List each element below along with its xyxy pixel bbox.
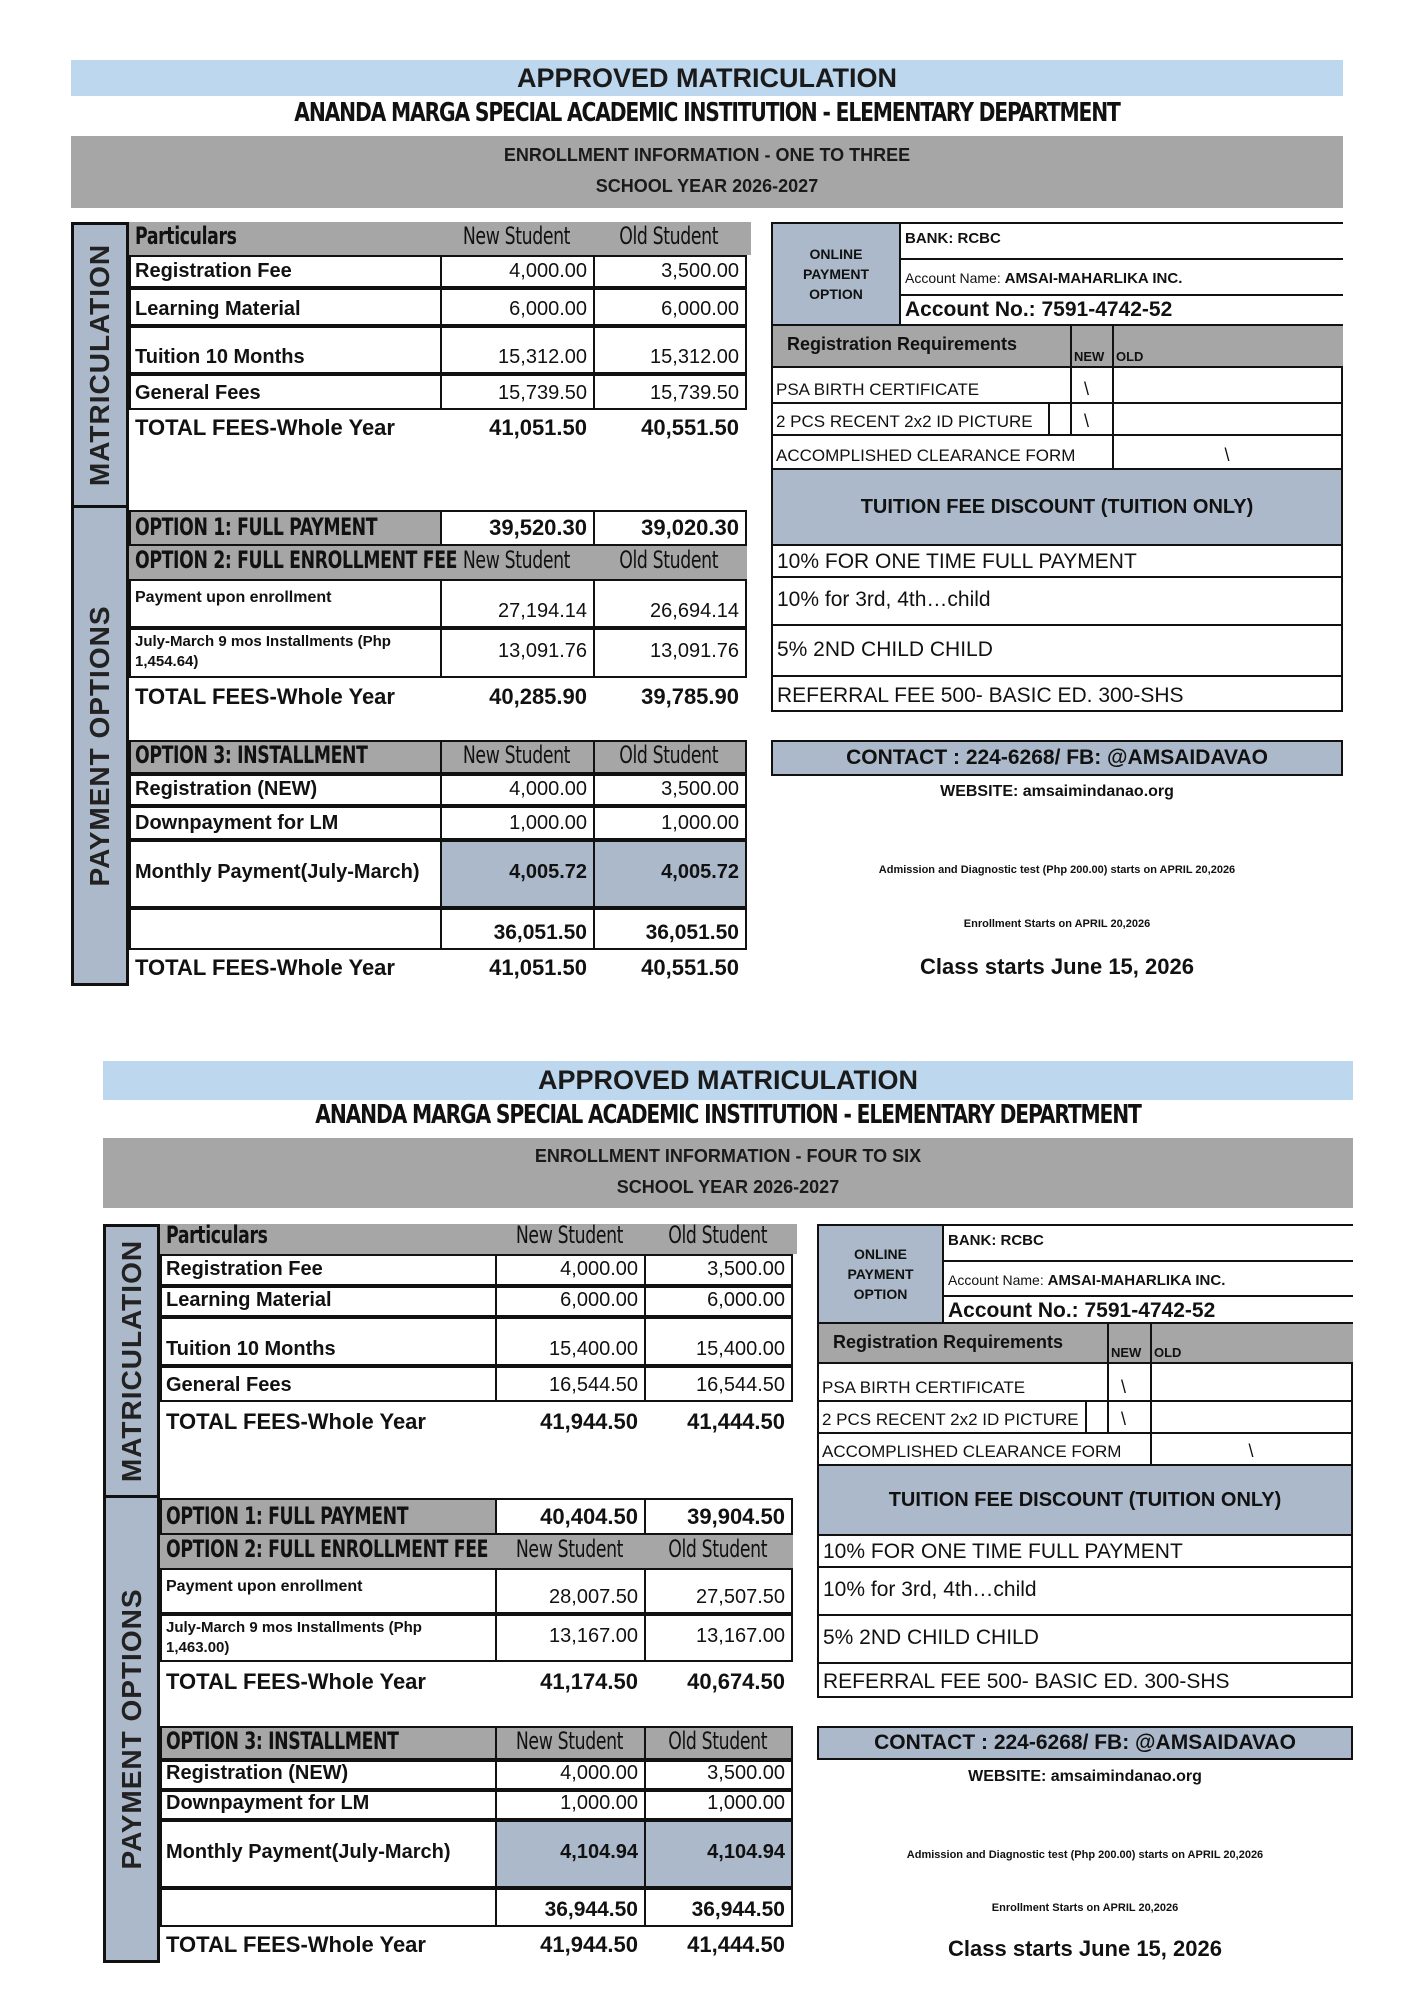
option2-row-label-text: Payment upon enrollment	[166, 1578, 363, 1595]
option1-row-label-text: OPTION 1: FULL PAYMENT	[166, 1502, 409, 1530]
matriculation-total-row-old-text: 40,551.50	[641, 415, 739, 440]
matriculation-header-label-text: Particulars	[166, 1221, 268, 1249]
option3-subtotal-row-new-text: 36,051.50	[493, 921, 587, 944]
option2-total-row-new-value	[495, 1662, 646, 1700]
option2-row-old-text: 13,091.76	[650, 640, 739, 662]
option3-row	[160, 1790, 793, 1820]
matriculation-row-new-text: 4,000.00	[509, 260, 587, 282]
option2-row-old-text: 13,167.00	[696, 1625, 785, 1647]
option2-row-new-value	[495, 1568, 646, 1614]
matriculation-row-old-text: 3,500.00	[661, 260, 739, 282]
matriculation-row-label	[160, 1317, 497, 1366]
option3-total-row-new-text: 41,944.50	[540, 1932, 638, 1957]
requirements-new-header: NEW	[1111, 1345, 1142, 1360]
requirement-new-check: \	[1121, 1409, 1127, 1429]
matriculation-total-row-label-text: TOTAL FEES-Whole Year	[135, 415, 395, 440]
option3-header	[160, 1726, 793, 1760]
requirements-old-header: OLD	[1154, 1345, 1182, 1360]
option2-row-label-text: Payment upon enrollment	[135, 589, 332, 606]
option3-subtotal-row-old-value	[644, 1888, 793, 1927]
requirements-title: Registration Requirements	[787, 334, 1018, 354]
option2-row-new-value	[495, 1614, 646, 1662]
matriculation-row-label	[160, 1366, 497, 1402]
account-name-value: AMSAI-MAHARLIKA INC.	[1004, 270, 1183, 287]
option2-total-row	[160, 1662, 793, 1700]
matriculation-row-old-text: 15,400.00	[696, 1338, 785, 1360]
option2-row-new-text: 13,091.76	[498, 640, 587, 662]
matriculation-row-old-value	[644, 1366, 793, 1402]
matriculation-row-new-text: 4,000.00	[560, 1258, 638, 1280]
matriculation-total-row-new-text: 41,944.50	[540, 1409, 638, 1434]
option3-row-label-text: Registration (NEW)	[135, 778, 318, 800]
matriculation-row-old-text: 3,500.00	[707, 1258, 785, 1280]
divider	[1085, 1402, 1087, 1432]
banner-title: APPROVED MATRICULATION	[71, 60, 1343, 96]
online-payment-label: ONLINE PAYMENT OPTION	[771, 224, 901, 324]
option3-row-label	[160, 1760, 497, 1790]
option2-row-label	[160, 1568, 497, 1614]
requirement-row	[817, 1402, 1353, 1434]
option2-header-old-text: Old Student	[619, 546, 719, 574]
matriculation-header-label-text: Particulars	[135, 222, 237, 250]
option3-subtotal-row	[160, 1888, 793, 1927]
matriculation-row-old-text: 15,739.50	[650, 382, 739, 404]
requirement-new-check: \	[1084, 411, 1090, 431]
discount-title: TUITION FEE DISCOUNT (TUITION ONLY)	[817, 1466, 1353, 1536]
option3-row-label-text: Monthly Payment(July-March)	[135, 861, 420, 883]
option1-row-old-value	[644, 1498, 793, 1535]
option3-row-label-text: Registration (NEW)	[166, 1762, 349, 1784]
website: WEBSITE: amsaimindanao.org	[940, 783, 1174, 800]
divider	[1107, 1324, 1109, 1362]
matriculation-row-new-value	[495, 1366, 646, 1402]
option3-header-label-text: OPTION 3: INSTALLMENT	[166, 1727, 399, 1755]
option2-header	[160, 1535, 793, 1568]
discount-item: 10% FOR ONE TIME FULL PAYMENT	[771, 546, 1343, 578]
payment-options-label-text: PAYMENT OPTIONS	[84, 604, 115, 887]
option3-total-row-label-text: TOTAL FEES-Whole Year	[166, 1932, 426, 1957]
option2-header-new-value	[495, 1535, 646, 1568]
matriculation-header-label	[160, 1221, 497, 1254]
option3-row-label-text: Monthly Payment(July-March)	[166, 1841, 451, 1863]
divider	[1107, 1402, 1109, 1432]
matriculation-header	[160, 1221, 797, 1254]
option1-row-label-text: OPTION 1: FULL PAYMENT	[135, 513, 378, 541]
matriculation-header-old-text: Old Student	[668, 1221, 767, 1249]
option2-row-label-text: July-March 9 mos Installments (Php 1,454.64)	[135, 633, 391, 671]
divider	[1150, 1434, 1152, 1464]
matriculation-header-new-text: New Student	[515, 1221, 624, 1249]
option2-row-new-text: 13,167.00	[549, 1625, 638, 1647]
divider	[1150, 1324, 1152, 1362]
option3-row-old-value	[644, 1790, 793, 1820]
enrollment-note: Enrollment Starts on APRIL 20,2026	[963, 918, 1151, 930]
requirement-new-check: \	[1084, 379, 1090, 399]
option2-row-old-text: 26,694.14	[650, 600, 739, 622]
option3-row-label-text: Downpayment for LM	[166, 1792, 370, 1814]
discount-item: REFERRAL FEE 500- BASIC ED. 300-SHS	[771, 677, 1343, 712]
class-start: Class starts June 15, 2026	[920, 954, 1194, 979]
option1-row-new-text: 40,404.50	[540, 1504, 638, 1529]
matriculation-total-row-old-text: 41,444.50	[687, 1409, 785, 1434]
requirement-label: ACCOMPLISHED CLEARANCE FORM	[776, 446, 1076, 465]
requirement-old-check: \	[1248, 1441, 1254, 1461]
option3-row-old-text: 3,500.00	[707, 1762, 785, 1784]
matriculation-header-old-text: Old Student	[619, 222, 719, 250]
option3-row	[160, 1820, 793, 1888]
option1-row-old-text: 39,020.30	[641, 515, 739, 540]
option3-row-old-text: 4,005.72	[661, 861, 739, 883]
online-payment-label: ONLINE PAYMENT OPTION	[817, 1226, 944, 1322]
matriculation-label-text: MATRICULATION	[84, 243, 115, 487]
requirement-label: PSA BIRTH CERTIFICATE	[822, 1378, 1026, 1397]
option2-total-row-new-text: 41,174.50	[540, 1669, 638, 1694]
option3-row-old-text: 1,000.00	[661, 812, 739, 834]
matriculation-row-old-text: 6,000.00	[661, 298, 739, 320]
option3-subtotal-row-new-value	[495, 1888, 646, 1927]
requirement-label: ACCOMPLISHED CLEARANCE FORM	[822, 1442, 1122, 1461]
matriculation-row-label-text: Tuition 10 Months	[135, 346, 305, 368]
school-year: SCHOOL YEAR 2026-2027	[616, 1177, 840, 1198]
matriculation-row-old-value	[644, 1286, 793, 1317]
option3-header-new-text: New Student	[515, 1727, 624, 1755]
option3-row-old-value	[644, 1820, 793, 1888]
matriculation-total-row-new-value	[495, 1402, 646, 1440]
option3-total-row-old-value	[644, 1927, 793, 1963]
account-name	[948, 1272, 1225, 1289]
matriculation-header-new-text: New Student	[462, 222, 571, 250]
requirements-new-header: NEW	[1074, 349, 1105, 364]
option3-header-old-text: Old Student	[668, 1727, 767, 1755]
payment-options-side-label	[103, 1495, 160, 1963]
enrollment-info: ENROLLMENT INFORMATION - FOUR TO SIX	[534, 1146, 922, 1167]
option3-header-new-text: New Student	[462, 741, 571, 769]
option3-row-old-value	[644, 1760, 793, 1790]
requirements-header	[817, 1322, 1353, 1364]
option2-row-old-text: 27,507.50	[696, 1586, 785, 1608]
matriculation-row-new-value	[495, 1317, 646, 1366]
option2-total-row-label	[160, 1662, 497, 1700]
option3-total-row-old-text: 40,551.50	[641, 955, 739, 980]
bank-name: BANK: RCBC	[905, 230, 1001, 247]
matriculation-row-old-text: 16,544.50	[696, 1374, 785, 1396]
matriculation-row-label-text: Registration Fee	[166, 1258, 323, 1280]
option3-row-new-text: 1,000.00	[560, 1792, 638, 1814]
matriculation-row-old-text: 15,312.00	[650, 346, 739, 368]
discount-item: 5% 2ND CHILD CHILD	[817, 1616, 1353, 1664]
divider	[1150, 1364, 1152, 1400]
requirement-new-check: \	[1121, 1377, 1127, 1397]
matriculation-row-new-value	[495, 1254, 646, 1286]
matriculation-total-row-old-value	[644, 1402, 793, 1440]
matriculation-row-new-text: 6,000.00	[560, 1289, 638, 1311]
option3-total-row	[160, 1927, 793, 1963]
option2-row-new-text: 27,194.14	[498, 600, 587, 622]
matriculation-row-label	[160, 1286, 497, 1317]
account-name-label: Account Name:	[905, 270, 1005, 286]
requirement-label: 2 PCS RECENT 2x2 ID PICTURE	[822, 1410, 1079, 1429]
option2-header-old-value	[644, 1535, 793, 1568]
matriculation-row-label-text: General Fees	[166, 1374, 292, 1396]
matriculation-row	[160, 1254, 793, 1286]
option3-header-label	[160, 1726, 497, 1760]
website: WEBSITE: amsaimindanao.org	[968, 1768, 1202, 1785]
option2-header-new-text: New Student	[515, 1535, 624, 1563]
matriculation-row-label-text: General Fees	[135, 382, 261, 404]
option2-total-row-old-text: 40,674.50	[687, 1669, 785, 1694]
option3-subtotal-row-old-text: 36,051.50	[645, 921, 739, 944]
option3-row-new-text: 4,005.72	[509, 861, 587, 883]
option1-row-label	[160, 1498, 497, 1535]
option3-row-new-text: 1,000.00	[509, 812, 587, 834]
matriculation-row-new-text: 15,400.00	[549, 1338, 638, 1360]
option2-row-old-value	[644, 1614, 793, 1662]
discount-item: 10% for 3rd, 4th…child	[817, 1568, 1353, 1616]
option2-total-row-new-text: 40,285.90	[489, 684, 587, 709]
option3-row-new-value	[495, 1790, 646, 1820]
requirement-row	[817, 1364, 1353, 1402]
matriculation-header-old-value	[644, 1221, 793, 1254]
requirement-row	[817, 1434, 1353, 1466]
school-year: SCHOOL YEAR 2026-2027	[595, 176, 819, 197]
option3-total-row-old-text: 41,444.50	[687, 1932, 785, 1957]
option3-header-label-text: OPTION 3: INSTALLMENT	[135, 741, 368, 769]
option3-row-new-text: 4,104.94	[560, 1841, 638, 1863]
discount-item: 5% 2ND CHILD CHILD	[771, 626, 1343, 677]
option1-row-old-text: 39,904.50	[687, 1504, 785, 1529]
matriculation-row-new-value	[495, 1286, 646, 1317]
option2-total-row-label-text: TOTAL FEES-Whole Year	[135, 684, 395, 709]
option2-row	[160, 1614, 793, 1662]
matriculation-side-label	[103, 1224, 160, 1498]
requirement-label: 2 PCS RECENT 2x2 ID PICTURE	[776, 412, 1033, 431]
requirements-old-header: OLD	[1116, 349, 1144, 364]
option3-row-label-text: Downpayment for LM	[135, 812, 339, 834]
requirement-label: PSA BIRTH CERTIFICATE	[776, 380, 980, 399]
option3-row-label	[160, 1790, 497, 1820]
option2-header-new-text: New Student	[462, 546, 571, 574]
option3-subtotal-row-label	[160, 1888, 497, 1927]
option1-row-new-text: 39,520.30	[489, 515, 587, 540]
discount-title: TUITION FEE DISCOUNT (TUITION ONLY)	[771, 470, 1343, 546]
option3-header-old-text: Old Student	[619, 741, 719, 769]
contact-box: CONTACT : 224-6268/ FB: @AMSAIDAVAO	[771, 740, 1343, 776]
matriculation-row	[160, 1366, 793, 1402]
option2-total-row-label-text: TOTAL FEES-Whole Year	[166, 1669, 426, 1694]
account-number: Account No.: 7591-4742-52	[905, 298, 1173, 321]
matriculation-row-old-text: 6,000.00	[707, 1289, 785, 1311]
discount-item: REFERRAL FEE 500- BASIC ED. 300-SHS	[817, 1664, 1353, 1698]
option3-row	[160, 1760, 793, 1790]
option3-total-row-new-text: 41,051.50	[489, 955, 587, 980]
option3-subtotal-row-old-text: 36,944.50	[691, 1898, 785, 1921]
matriculation-row-label-text: Learning Material	[166, 1289, 332, 1311]
option3-header-new-value	[495, 1726, 646, 1760]
option2-row	[160, 1568, 793, 1614]
option1-row-new-value	[495, 1498, 646, 1535]
matriculation-row-label-text: Registration Fee	[135, 260, 292, 282]
matriculation-row-new-text: 15,312.00	[498, 346, 587, 368]
institution-name: ANANDA MARGA SPECIAL ACADEMIC INSTITUTION - ELEMENTARY DEPARTMENT	[294, 98, 1120, 128]
matriculation-total-row-label-text: TOTAL FEES-Whole Year	[166, 1409, 426, 1434]
option3-total-row-label	[160, 1927, 497, 1963]
matriculation-total-row-new-text: 41,051.50	[489, 415, 587, 440]
option3-row-new-value	[495, 1820, 646, 1888]
option2-total-row-old-text: 39,785.90	[641, 684, 739, 709]
matriculation-row-new-text: 16,544.50	[549, 1374, 638, 1396]
option2-total-row-old-value	[644, 1662, 793, 1700]
admission-note: Admission and Diagnostic test (Php 200.00) starts on APRIL 20,2026	[906, 1849, 1264, 1861]
option3-row-new-text: 4,000.00	[560, 1762, 638, 1784]
option3-row-new-text: 4,000.00	[509, 778, 587, 800]
requirements-title: Registration Requirements	[833, 1332, 1064, 1352]
account-name-label: Account Name:	[948, 1272, 1048, 1288]
matriculation-row-label-text: Tuition 10 Months	[166, 1338, 336, 1360]
matriculation-row	[160, 1286, 793, 1317]
option3-header-old-value	[644, 1726, 793, 1760]
enrollment-header	[103, 1138, 1353, 1208]
matriculation-row	[160, 1317, 793, 1366]
option2-row-new-text: 28,007.50	[549, 1586, 638, 1608]
option2-row-old-value	[644, 1568, 793, 1614]
matriculation-total-row	[160, 1402, 793, 1440]
option2-header-label	[160, 1535, 497, 1568]
matriculation-row-new-text: 15,739.50	[498, 382, 587, 404]
account-number: Account No.: 7591-4742-52	[948, 1299, 1216, 1322]
matriculation-row-label-text: Learning Material	[135, 298, 301, 320]
option3-subtotal-row-new-text: 36,944.50	[544, 1898, 638, 1921]
account-name-value: AMSAI-MAHARLIKA INC.	[1047, 1272, 1226, 1289]
admission-note: Admission and Diagnostic test (Php 200.00) starts on APRIL 20,2026	[878, 864, 1236, 876]
option3-row-old-text: 1,000.00	[707, 1792, 785, 1814]
option2-header-old-text: Old Student	[668, 1535, 767, 1563]
discount-item: 10% for 3rd, 4th…child	[771, 578, 1343, 626]
option3-total-row-new-value	[495, 1927, 646, 1963]
matriculation-row-label	[160, 1254, 497, 1286]
divider	[944, 1260, 1353, 1262]
matriculation-label-text: MATRICULATION	[115, 1239, 147, 1483]
matriculation-header-new-value	[495, 1221, 646, 1254]
matriculation-row-new-text: 6,000.00	[509, 298, 587, 320]
option2-row-label	[160, 1614, 497, 1662]
option3-row-old-text: 4,104.94	[707, 1841, 785, 1863]
option1-row	[160, 1498, 793, 1535]
matriculation-row-old-value	[644, 1317, 793, 1366]
institution-name: ANANDA MARGA SPECIAL ACADEMIC INSTITUTION - ELEMENTARY DEPARTMENT	[315, 1100, 1141, 1130]
banner-title: APPROVED MATRICULATION	[103, 1061, 1353, 1100]
enrollment-info: ENROLLMENT INFORMATION - ONE TO THREE	[503, 144, 911, 165]
contact-box: CONTACT : 224-6268/ FB: @AMSAIDAVAO	[817, 1726, 1353, 1760]
matriculation-row-old-value	[644, 1254, 793, 1286]
requirement-old-check: \	[1224, 445, 1230, 465]
option2-row-label-text: July-March 9 mos Installments (Php 1,463.00)	[166, 1619, 422, 1657]
option2-header-label-text: OPTION 2: FULL ENROLLMENT FEE	[166, 1535, 489, 1563]
bank-name: BANK: RCBC	[948, 1232, 1044, 1249]
divider	[944, 1295, 1353, 1297]
divider	[1107, 1364, 1109, 1400]
option3-row-label	[160, 1820, 497, 1888]
payment-options-label-text: PAYMENT OPTIONS	[115, 1588, 147, 1870]
option3-row-new-value	[495, 1760, 646, 1790]
discount-item: 10% FOR ONE TIME FULL PAYMENT	[817, 1536, 1353, 1568]
class-start: Class starts June 15, 2026	[948, 1936, 1222, 1961]
online-payment-box	[817, 1224, 1353, 1322]
option2-header-label-text: OPTION 2: FULL ENROLLMENT FEE	[135, 546, 458, 574]
matriculation-total-row-label	[160, 1402, 497, 1440]
enrollment-note: Enrollment Starts on APRIL 20,2026	[991, 1902, 1179, 1914]
option3-row-old-text: 3,500.00	[661, 778, 739, 800]
option3-total-row-label-text: TOTAL FEES-Whole Year	[135, 955, 395, 980]
divider	[1150, 1402, 1152, 1432]
